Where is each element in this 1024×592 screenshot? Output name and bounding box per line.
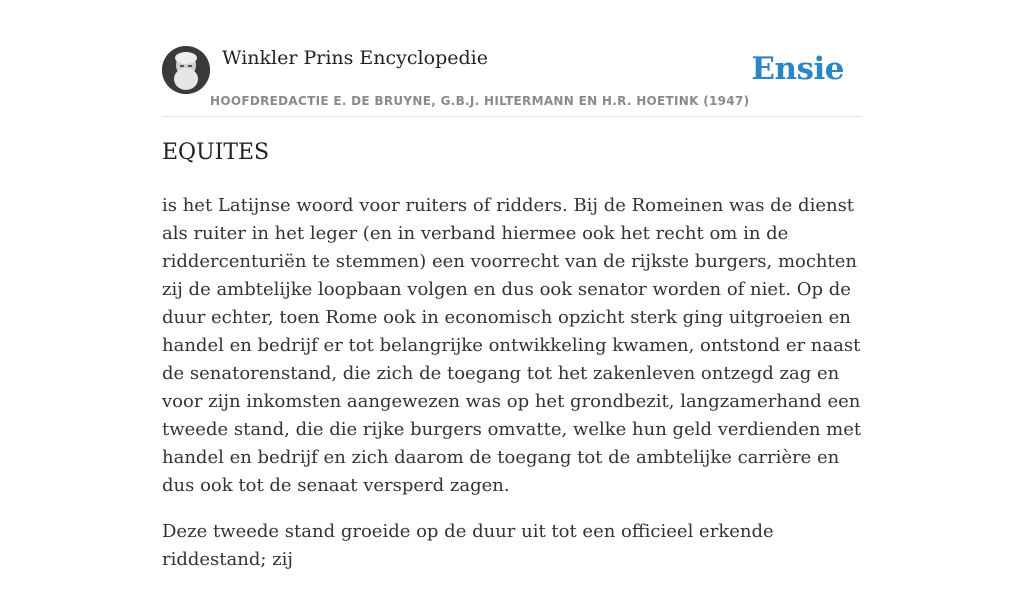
article-paragraph: is het Latijnse woord voor ruiters of ridders. Bij de Romeinen was de dienst als ruiter in het leger (en in verband hiermee ook het recht om in de riddercenturiën te stemmen) een voorrecht van de rijkste burgers, mochten zij de ambtelijke loopbaan volgen en dus ook senator worden of niet. Op de duur echter, toen Rome ook in economisch opzicht sterk ging uitgroeien en handel en bedrijf er tot belangrijke ontwikkeling kwamen, ontstond er naast de senatorenstand, die zich de toegang tot het zakenleven ontzegd zag en voor zijn inkomsten aangewezen was op het grondbezit, langzamerhand een tweede stand, die die rijke burgers omvatte, welke hun geld verdienden met handel en bedrijf en zich daarom de toegang tot de ambtelijke carrière en dus ook tot de senaat versperd zagen. xyxy=(162,195,862,496)
avatar[interactable] xyxy=(162,46,210,94)
article-title: EQUITES xyxy=(162,140,270,165)
article-body xyxy=(162,192,862,592)
source-title[interactable]: Winkler Prins Encyclopedie xyxy=(222,47,488,69)
source-header xyxy=(162,46,862,117)
article-paragraph: Deze tweede stand groeide op de duur uit tot een officieel erkende riddestand; zij xyxy=(162,521,774,570)
ensie-logo[interactable]: Ensie xyxy=(751,51,844,87)
editors-line: HOOFDREDACTIE E. DE BRUYNE, G.B.J. HILTERMANN EN H.R. HOETINK (1947) xyxy=(210,94,750,108)
portrait-photo-icon xyxy=(162,46,210,94)
